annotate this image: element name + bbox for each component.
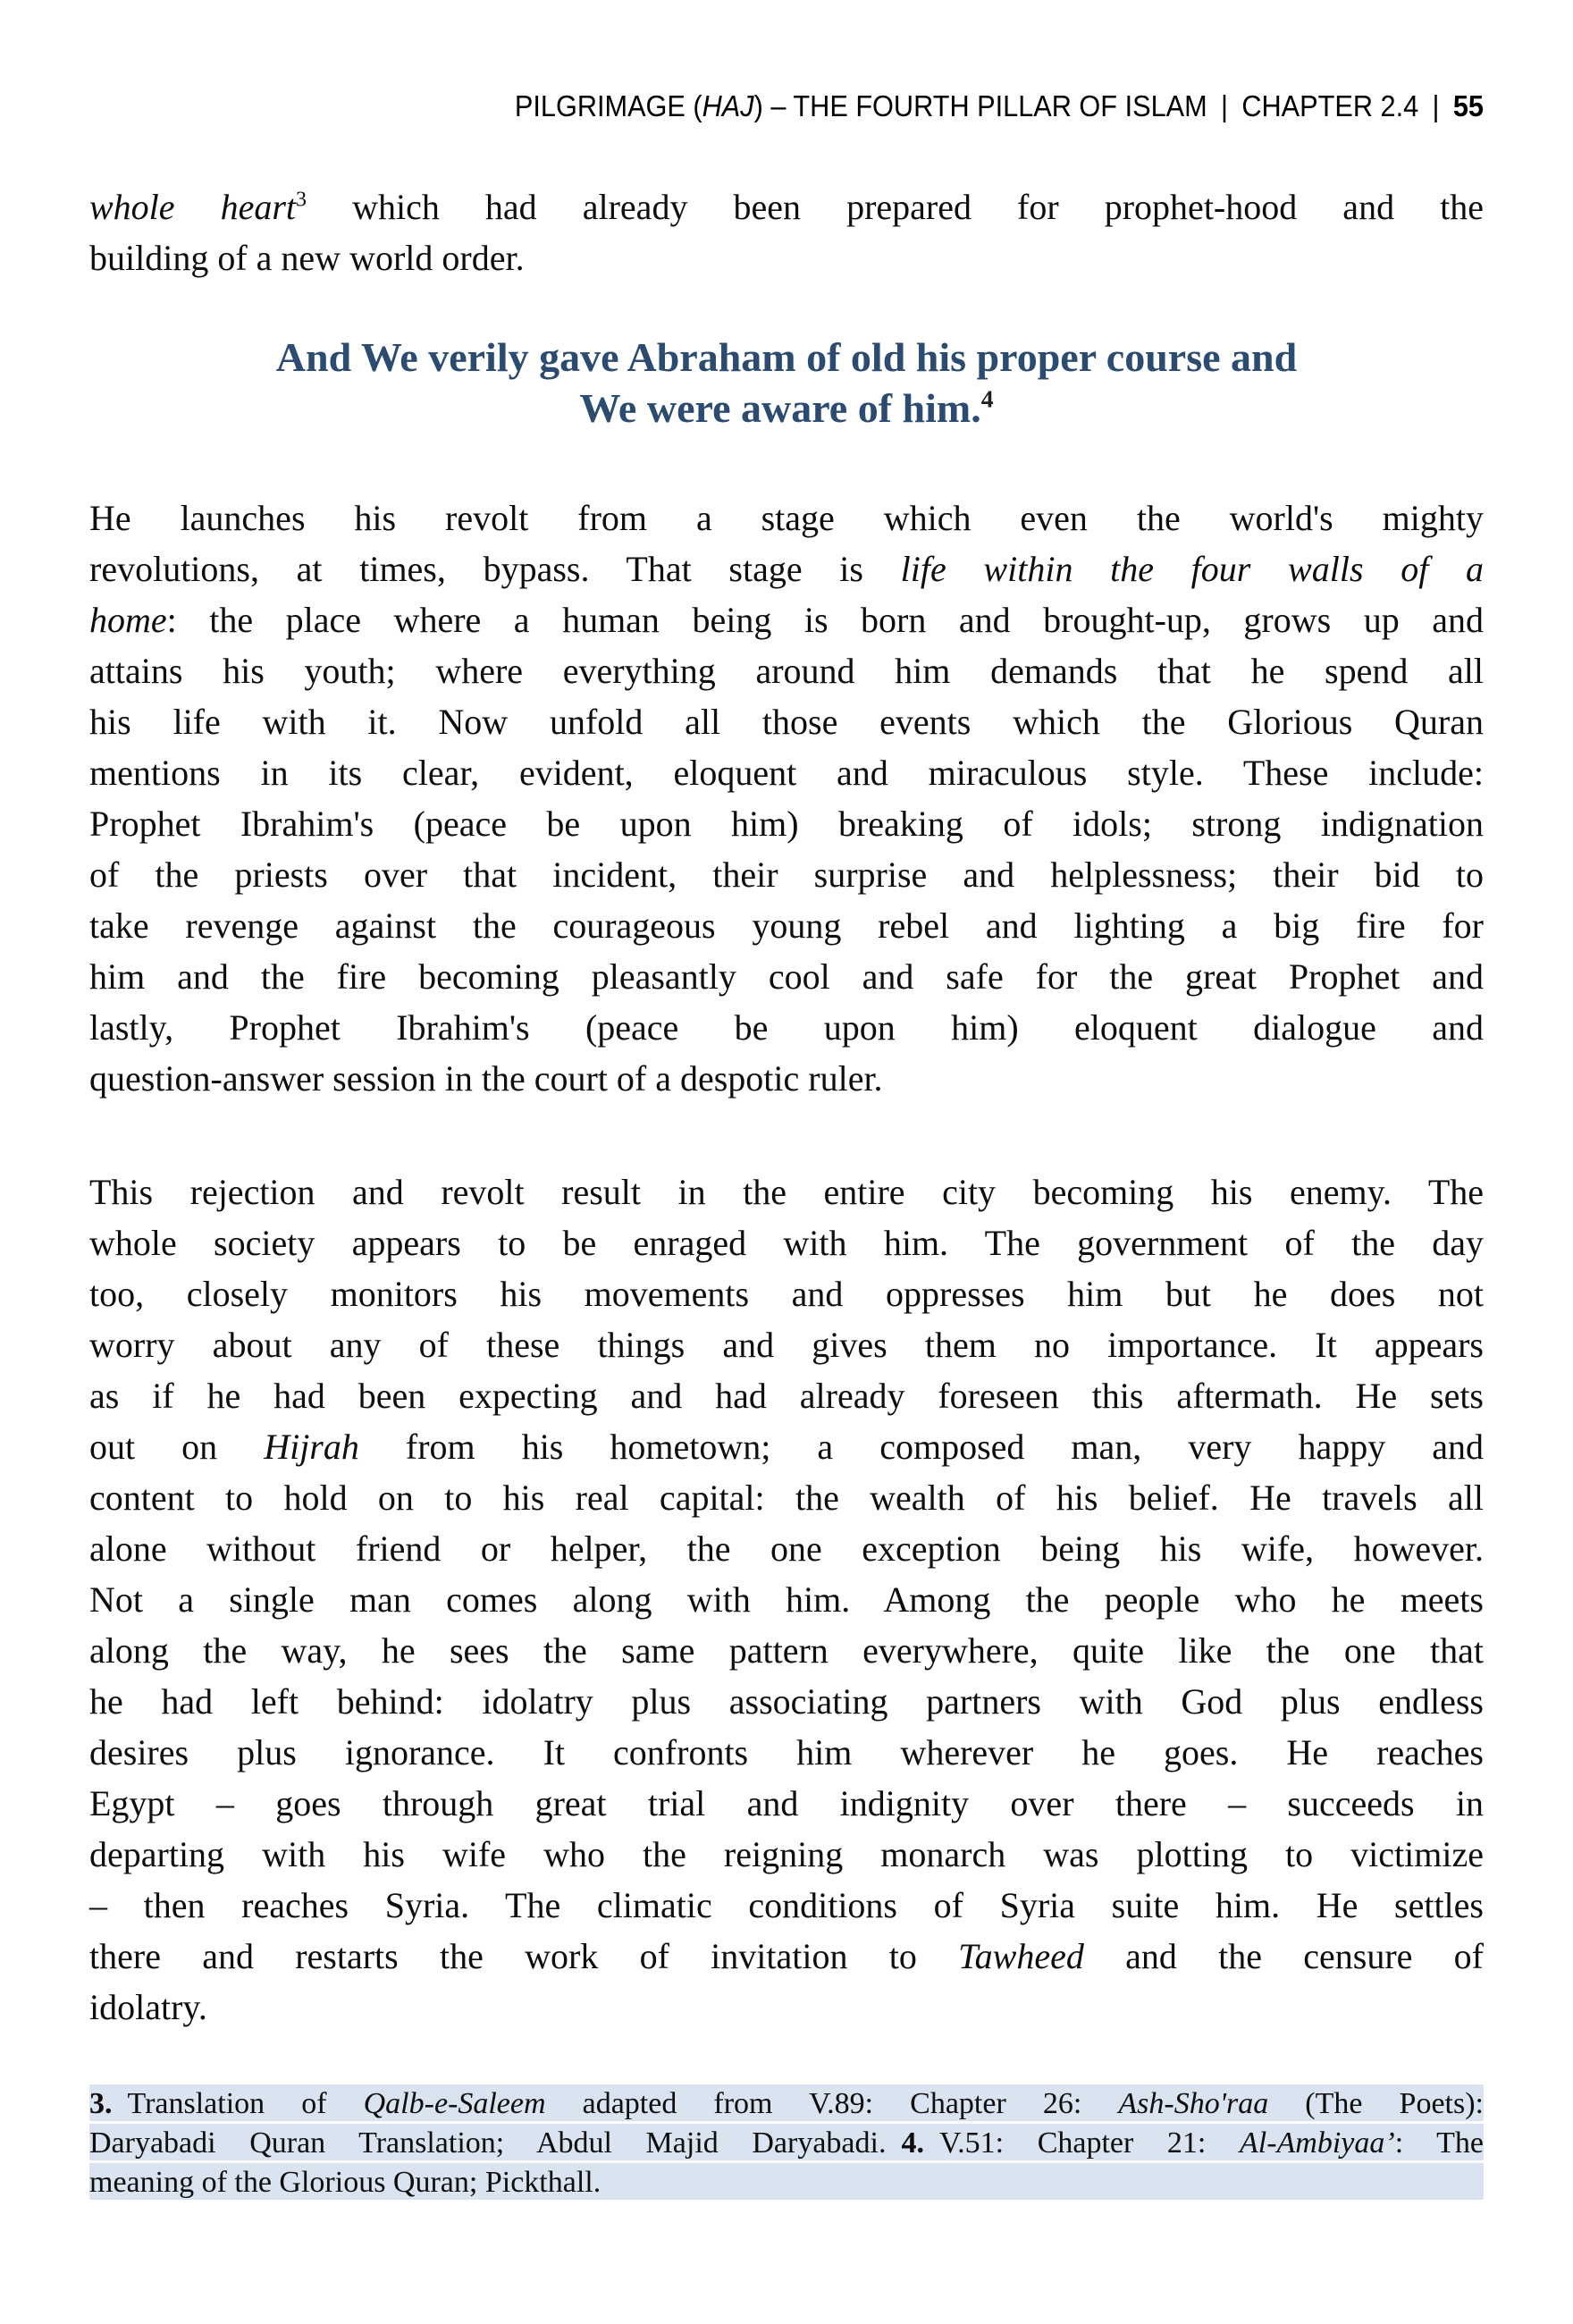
text-segment: content to hold on to his real capital: the wealth of his belief. He travels all [89, 1478, 1484, 1518]
text-segment: 3. [89, 2087, 113, 2120]
text-line [89, 798, 1484, 849]
text-segment: desires plus ignorance. It confronts him wherever he goes. He reaches [89, 1732, 1484, 1772]
text-segment: lastly, Prophet Ibrahim's (peace be upon him) eloquent dialogue and [89, 1007, 1484, 1048]
text-segment: of the priests over that incident, their surprise and helplessness; their bid to [89, 855, 1484, 895]
text-line [89, 2163, 1484, 2202]
text-line [89, 1880, 1484, 1931]
text-segment: departing with his wife who the reigning monarch was plotting to victimize [89, 1834, 1484, 1874]
text-segment: 4 [980, 384, 994, 413]
text-segment: adapted from V.89: Chapter 26: [545, 2087, 1119, 2120]
text-line [89, 1002, 1484, 1053]
text-segment: life within the four walls of a [900, 549, 1484, 589]
text-line [89, 1625, 1484, 1676]
text-segment: Hijrah [264, 1427, 359, 1467]
text-line [89, 1931, 1484, 1982]
text-segment: V.51: Chapter 21: [923, 2126, 1240, 2160]
text-segment: take revenge against the courageous young rebel and lighting a big fire for [89, 905, 1484, 946]
text-segment: Daryabadi Quran Translation; Abdul Majid Daryabadi. [89, 2126, 902, 2160]
text-line [89, 696, 1484, 747]
text-line [89, 1319, 1484, 1370]
text-segment: (The Poets): [1268, 2087, 1484, 2120]
text-line [89, 383, 1484, 434]
text-segment: Not a single man comes along with him. Among the people who he meets [89, 1579, 1484, 1620]
text-line [89, 1268, 1484, 1319]
text-segment: attains his youth; where everything around him demands that he spend all [89, 651, 1484, 691]
text-segment: Tawheed [958, 1936, 1084, 1976]
text-segment: from his hometown; a composed man, very happy and [358, 1427, 1484, 1467]
text-line [89, 332, 1484, 383]
text-line [89, 1829, 1484, 1880]
text-segment: mentions in its clear, evident, eloquent and miraculous style. These include: [89, 753, 1484, 793]
text-segment: : The [1394, 2126, 1484, 2160]
text-segment: 3 [296, 188, 307, 212]
text-line [89, 1982, 1484, 2033]
footnotes-block [89, 2084, 1484, 2202]
text-line [89, 951, 1484, 1002]
running-header [187, 88, 1484, 125]
text-line [89, 2084, 1484, 2124]
text-segment: building of a new world order. [89, 238, 525, 278]
text-line [89, 900, 1484, 951]
text-segment: whole society appears to be enraged with him. The government of the day [89, 1223, 1484, 1263]
text-line [89, 747, 1484, 798]
text-segment: there and restarts the work of invitation to [89, 1936, 959, 1976]
text-segment: home [89, 600, 167, 640]
text-segment: too, closely monitors his movements and oppresses him but he does not [89, 1274, 1484, 1314]
text-line [89, 1217, 1484, 1268]
text-segment: Al-Ambiyaa’ [1239, 2126, 1395, 2160]
quran-quote [89, 332, 1484, 434]
text-line [89, 543, 1484, 594]
text-segment: – then reaches Syria. The climatic conditions of Syria suite him. He settles [89, 1885, 1484, 1925]
text-segment: meaning of the Glorious Quran; Pickthall. [89, 2166, 601, 2199]
text-segment: him and the fire becoming pleasantly cool and safe for the great Prophet and [89, 956, 1484, 997]
text-segment: This rejection and revolt result in the entire city becoming his enemy. The [89, 1172, 1484, 1212]
text-segment: out on [89, 1427, 265, 1467]
text-line [89, 232, 1484, 283]
text-line [89, 493, 1484, 543]
text-segment: Egypt – goes through great trial and indignity over there – succeeds in [89, 1783, 1484, 1823]
text-segment: and the censure of [1083, 1936, 1485, 1976]
text-segment: his life with it. Now unfold all those events which the Glorious Quran [89, 702, 1484, 742]
text-line [89, 181, 1484, 232]
text-segment: along the way, he sees the same pattern everywhere, quite like the one that [89, 1630, 1484, 1671]
text-line [89, 1676, 1484, 1727]
text-segment: whole heart [89, 187, 297, 227]
text-segment: revolutions, at times, bypass. That stage is [89, 549, 901, 589]
text-segment: alone without friend or helper, the one exception being his wife, however. [89, 1528, 1484, 1569]
text-segment: Translation of [112, 2087, 364, 2120]
text-line [89, 1778, 1484, 1829]
text-line [89, 1053, 1484, 1104]
text-segment: Prophet Ibrahim's (peace be upon him) breaking of idols; strong indignation [89, 804, 1484, 844]
text-segment: he had left behind: idolatry plus associating partners with God plus endless [89, 1681, 1484, 1722]
text-segment: ) – THE FOURTH PILLAR OF ISLAM | CHAPTER 2.4 | [753, 89, 1453, 122]
text-line [89, 1523, 1484, 1574]
text-segment: which had already been prepared for prophet-hood and the [307, 187, 1484, 227]
text-segment: 4. [901, 2126, 924, 2160]
text-line [89, 1370, 1484, 1421]
text-segment: And We verily gave Abraham of old his proper course and [275, 334, 1298, 380]
text-line [89, 1166, 1484, 1217]
text-segment: We were aware of him. [579, 385, 981, 431]
text-segment: as if he had been expecting and had already foreseen this aftermath. He sets [89, 1376, 1484, 1416]
text-line [89, 2124, 1484, 2163]
text-segment: question-answer session in the court of a despotic ruler. [89, 1058, 883, 1099]
text-line [89, 594, 1484, 645]
text-line [89, 645, 1484, 696]
paragraph-revolt [89, 493, 1484, 1104]
text-segment: Ash-Sho'raa [1118, 2087, 1269, 2120]
text-line [89, 1421, 1484, 1472]
text-segment: 55 [1452, 89, 1484, 122]
text-line [89, 849, 1484, 900]
text-line [89, 1727, 1484, 1778]
paragraph-hijrah [89, 1166, 1484, 2033]
text-segment: idolatry. [89, 1987, 207, 2027]
text-segment: HAJ [702, 89, 754, 122]
text-segment: : the place where a human being is born and brought-up, grows up and [166, 600, 1484, 640]
text-line [89, 1574, 1484, 1625]
text-segment: He launches his revolt from a stage which even the world's mighty [89, 498, 1484, 538]
paragraph-intro [89, 181, 1484, 283]
text-segment: PILGRIMAGE ( [514, 89, 702, 122]
text-segment: worry about any of these things and gives them no importance. It appears [89, 1325, 1484, 1365]
text-segment: Qalb-e-Saleem [363, 2087, 546, 2120]
text-line [89, 1472, 1484, 1523]
